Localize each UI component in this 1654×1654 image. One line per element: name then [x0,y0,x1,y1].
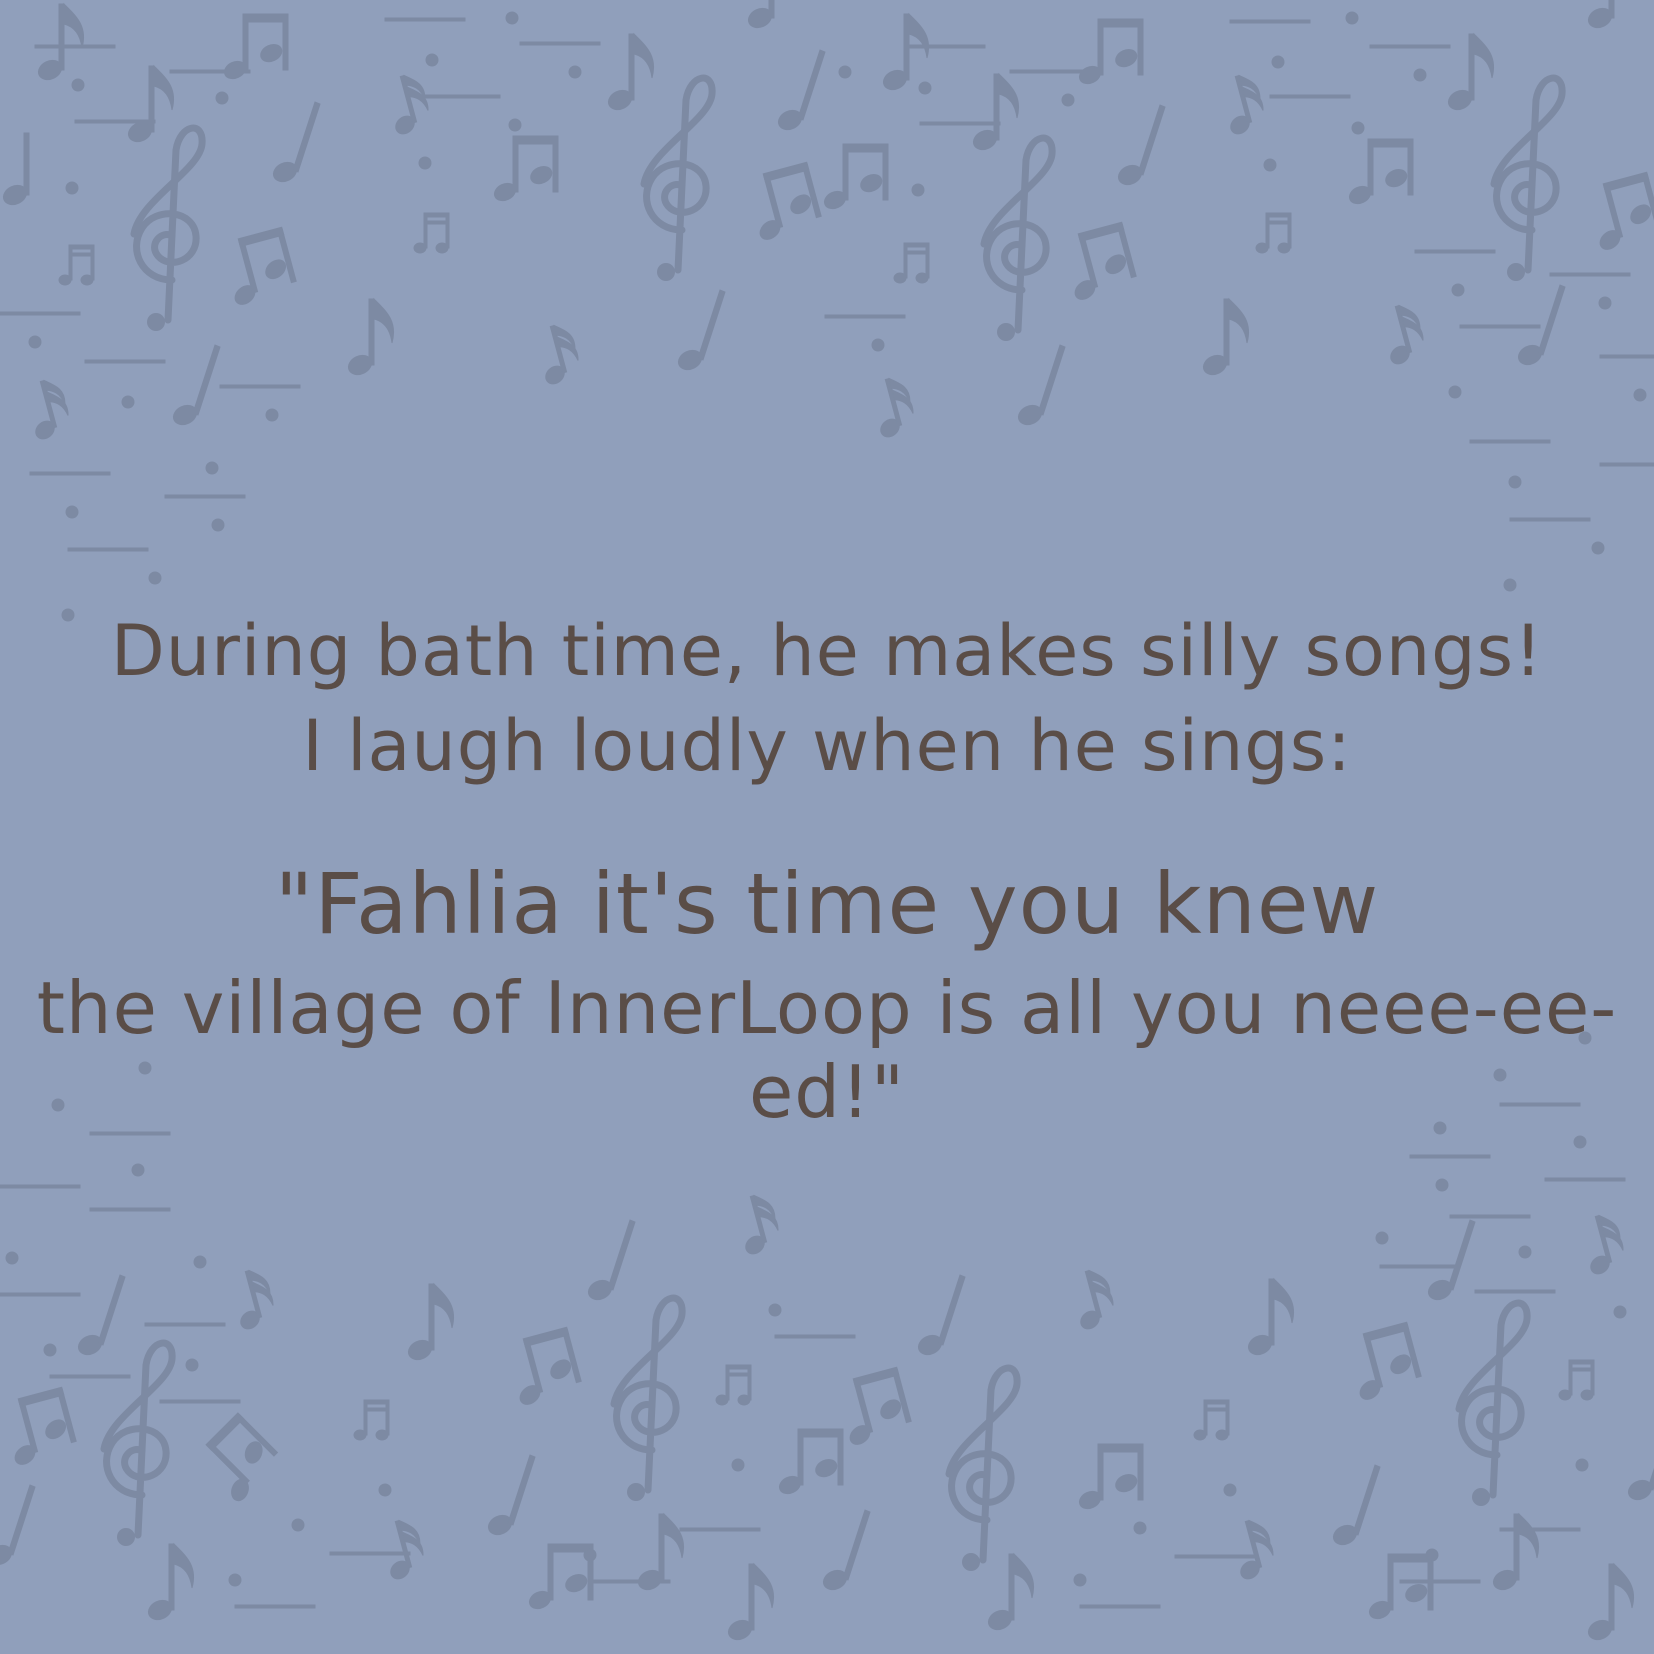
song-line-2: the village of InnerLoop is all you neee-ee-ed!" [36,966,1618,1134]
song-line-1: "Fahlia it's time you knew [274,855,1380,953]
verse-line-1: During bath time, he makes silly songs! [110,610,1544,692]
verse-line-2: I laugh loudly when he sings: [302,705,1352,787]
